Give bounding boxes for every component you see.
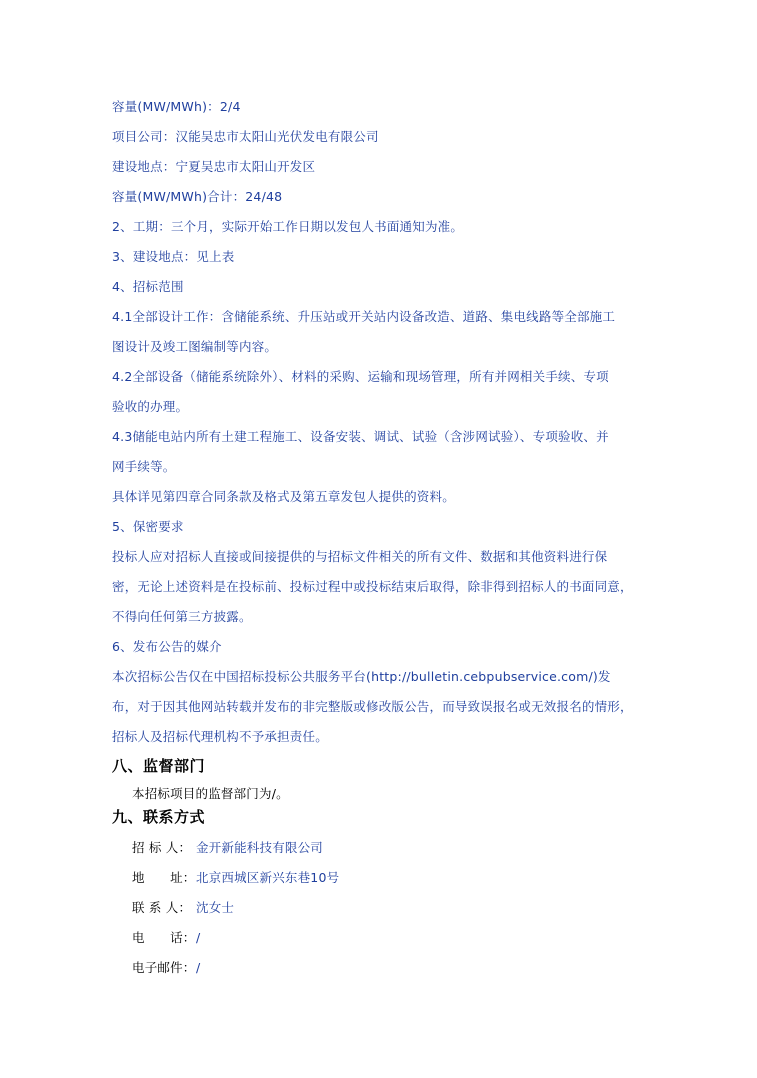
confidentiality-text-2: 密，无论上述资料是在投标前、投标过程中或投标结束后取得，除非得到招标人的书面同意， — [112, 579, 633, 594]
confidentiality-heading: 5、保密要求 — [112, 519, 184, 534]
scope-heading: 4、招标范围 — [112, 279, 184, 294]
tenderer-row — [132, 840, 323, 856]
scope-4-1-cont: 图设计及竣工图编制等内容。 — [112, 339, 278, 354]
email-value: / — [196, 960, 201, 975]
media-text-2: 布，对于因其他网站转载并发布的非完整版或修改版公告，而导致误报名或无效报名的情形， — [112, 699, 633, 714]
media-heading: 6、发布公告的媒介 — [112, 639, 222, 654]
tenderer-value: 金开新能科技有限公司 — [196, 840, 324, 855]
email-row — [132, 960, 200, 976]
contact-heading: 九、联系方式 — [112, 808, 206, 826]
construction-site-line: 建设地点：宁夏吴忠市太阳山开发区 — [112, 159, 316, 174]
address-label: 地 址： — [132, 870, 196, 885]
phone-row — [132, 930, 200, 946]
capacity-total-line: 容量(MW/MWh)合计：24/48 — [112, 189, 283, 204]
details-line: 具体详见第四章合同条款及格式及第五章发包人提供的资料。 — [112, 489, 455, 504]
contact-person-label: 联 系 人： — [132, 900, 192, 915]
scope-4-2-line: 4.2全部设备（储能系统除外）、材料的采购、运输和现场管理，所有并网相关手续、专项 — [112, 369, 609, 384]
address-value: 北京西城区新兴东巷10号 — [196, 870, 340, 885]
scope-4-3-line: 4.3储能电站内所有土建工程施工、设备安装、调试、试验（含涉网试验）、专项验收、并 — [112, 429, 609, 444]
site-ref-line: 3、建设地点：见上表 — [112, 249, 235, 264]
capacity-line: 容量(MW/MWh)：2/4 — [112, 99, 241, 114]
media-text-1: 本次招标公告仅在中国招标投标公共服务平台(http://bulletin.cebpubservice.com/)发 — [112, 669, 611, 684]
scope-4-3-cont: 网手续等。 — [112, 459, 176, 474]
scope-4-2-cont: 验收的办理。 — [112, 399, 189, 414]
address-row — [132, 870, 339, 886]
contact-person-value: 沈女士 — [196, 900, 235, 915]
scope-4-1-line: 4.1全部设计工作：含储能系统、升压站或开关站内设备改造、道路、集电线路等全部施工 — [112, 309, 616, 324]
media-text-3: 招标人及招标代理机构不予承担责任。 — [112, 729, 328, 744]
confidentiality-text-3: 不得向任何第三方披露。 — [112, 609, 252, 624]
confidentiality-text-1: 投标人应对招标人直接或间接提供的与招标文件相关的所有文件、数据和其他资料进行保 — [112, 549, 608, 564]
phone-label: 电 话： — [132, 930, 196, 945]
email-label: 电子邮件： — [132, 960, 196, 975]
supervision-heading: 八、监督部门 — [112, 757, 206, 775]
project-company-line: 项目公司：汉能吴忠市太阳山光伏发电有限公司 — [112, 129, 379, 144]
phone-value: / — [196, 930, 201, 945]
duration-line: 2、工期：三个月，实际开始工作日期以发包人书面通知为准。 — [112, 219, 464, 234]
contact-person-row — [132, 900, 234, 916]
tenderer-label: 招 标 人： — [132, 840, 192, 855]
supervision-text: 本招标项目的监督部门为/。 — [132, 786, 289, 801]
